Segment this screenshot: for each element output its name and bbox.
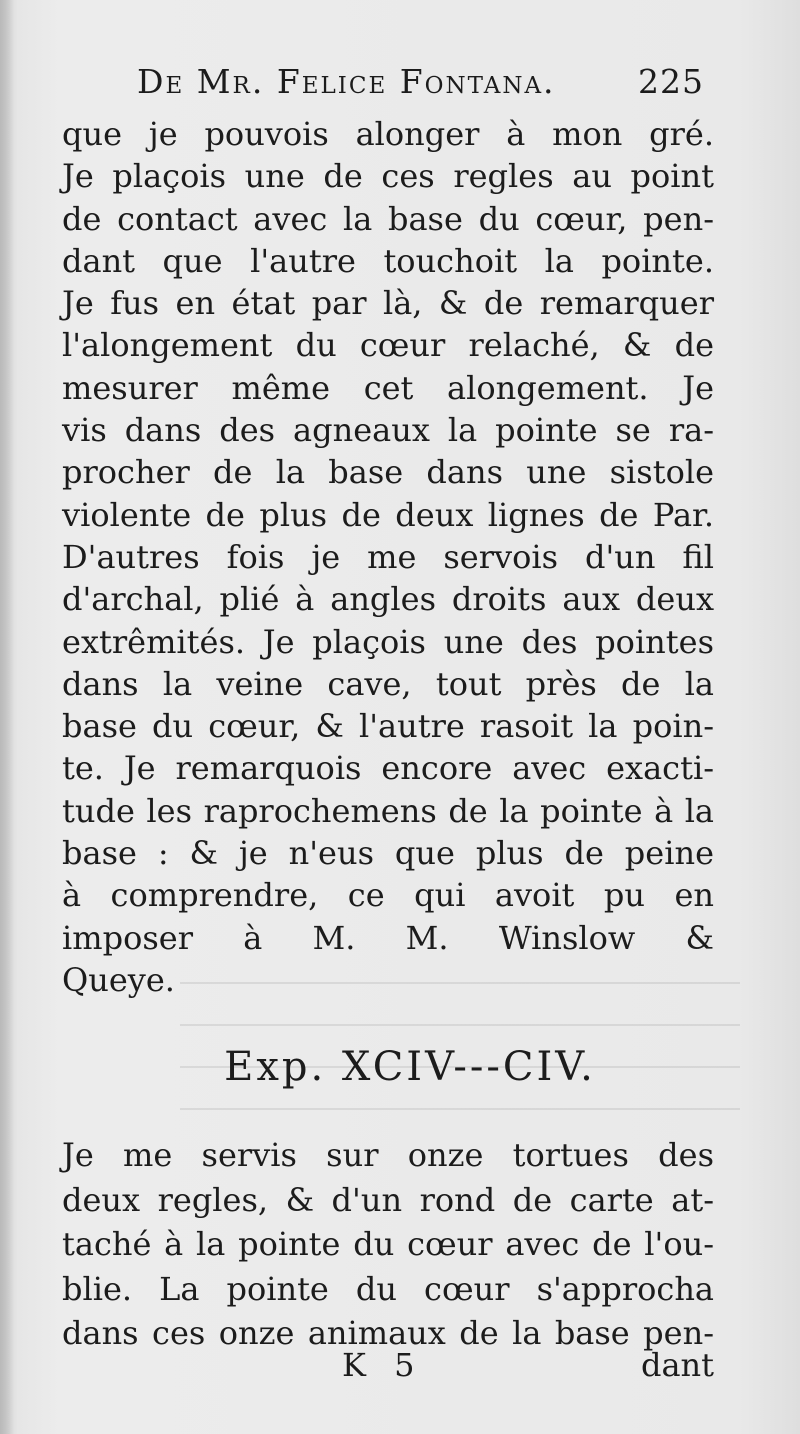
page-footer [62, 1343, 714, 1387]
text-line: d'archal, plié à angles droits aux deux [62, 580, 714, 619]
text-line: à comprendre, ce qui avoit pu en [62, 876, 714, 915]
text-line: blie. La pointe du cœur s'approcha [62, 1269, 714, 1308]
paragraph-one [62, 113, 714, 1001]
text-line: Je plaçois une de ces regles au point [62, 157, 714, 196]
page-number: 225 [638, 62, 704, 101]
text-line: deux regles, & d'un rond de carte at- [62, 1180, 714, 1219]
text-line: Je me servis sur onze tortues des [62, 1136, 714, 1174]
text-line: base du cœur, & l'autre rasoit la poin- [62, 707, 714, 746]
text-line: violente de plus de deux lignes de Par. [62, 495, 714, 534]
text-line: imposer à M. M. Winslow & [62, 918, 714, 957]
text-line: base : & je n'eus que plus de peine [62, 834, 714, 873]
section-heading: Exp. XCIV---CIV. [224, 1044, 596, 1090]
text-line: que je pouvois alonger à mon gré. [62, 115, 714, 153]
running-head-title: De Mr. Felice Fontana. [137, 62, 556, 101]
text-line: Je fus en état par là, & de remarquer [62, 284, 714, 323]
text-line: dans la veine cave, tout près de la [62, 664, 714, 703]
text-line: Queye. [62, 960, 175, 999]
text-line: de contact avec la base du cœur, pen- [62, 199, 714, 238]
signature-mark: K 5 [342, 1346, 415, 1384]
text-line: tude les raprochemens de la pointe à la [62, 791, 714, 830]
page-gutter-shadow [0, 0, 14, 1434]
text-line: te. Je remarquois encore avec exacti- [62, 749, 714, 788]
text-line: l'alongement du cœur relaché, & de [62, 326, 714, 365]
text-line: procher de la base dans une sistole [62, 453, 714, 492]
text-line: extrêmités. Je plaçois une des pointes [62, 622, 714, 661]
text-line: D'autres fois je me servois d'un fil [62, 537, 714, 576]
text-line: dant que l'autre touchoit la pointe. [62, 241, 714, 280]
text-line: taché à la pointe du cœur avec de l'ou- [62, 1225, 714, 1263]
paragraph-two [62, 1133, 714, 1356]
text-line: mesurer même cet alongement. Je [62, 368, 714, 407]
text-line: dans ces onze animaux de la base pen- [62, 1314, 714, 1352]
running-head [0, 62, 800, 112]
catchword: dant [640, 1346, 714, 1384]
text-line: vis dans des agneaux la pointe se ra- [62, 411, 714, 450]
